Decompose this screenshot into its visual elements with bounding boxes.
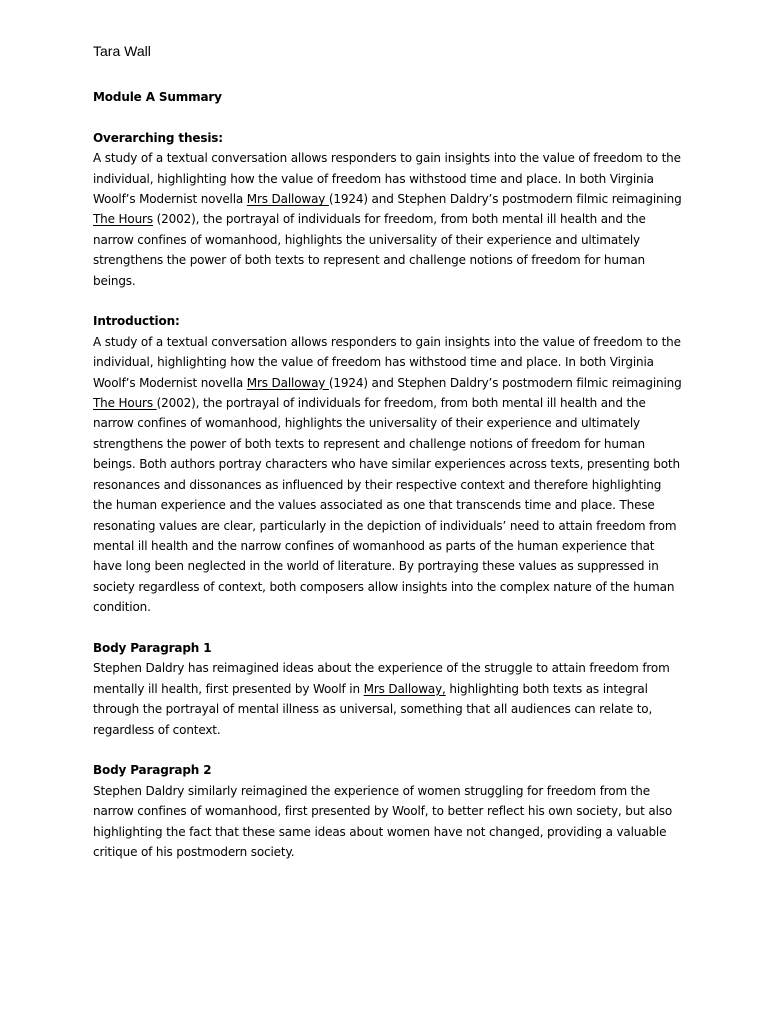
- body-paragraph-2: [93, 781, 683, 863]
- document-title: Module A Summary: [93, 90, 222, 104]
- thesis-novel-title: Mrs Dalloway: [246, 192, 329, 207]
- body1-text-2: highlighting both texts as integral through the portrayal of mental illness as universal, something that all audiences can relate to, regardless of context.: [93, 681, 653, 737]
- thesis-film-title: The Hours: [93, 212, 153, 227]
- body2-text-1: Stephen Daldry similarly reimagined the experience of women struggling for freedom from the narrow confines of womanhood, first presented by Woolf, to better reflect his own society, but also highlighting the fact that these same ideas about women have not changed, providing a valuable critique of his postmodern society.: [93, 783, 673, 859]
- body1-novel-title: Mrs Dalloway,: [363, 681, 446, 696]
- intro-text-2: (1924) and Stephen Daldry’s postmodern filmic reimagining: [328, 375, 682, 390]
- thesis-text-3: (2002), the portrayal of individuals for freedom, from both mental ill health and the narrow confines of womanhood, highlights the universality of their experience and ultimately strengthens the power of both texts to represent and challenge notions of freedom for human beings.: [93, 212, 646, 288]
- body-paragraph-2-heading: Body Paragraph 2: [93, 763, 212, 778]
- thesis-heading: Overarching thesis:: [93, 130, 223, 145]
- intro-text-1: A study of a textual conversation allows responders to gain insights into the value of freedom to the individual, highlighting how the value of freedom has withstood time and place. In both Virginia Woolf’s Modernist novella: [93, 334, 681, 390]
- spacer: [93, 291, 683, 311]
- spacer: [93, 107, 683, 127]
- thesis-text-2: (1924) and Stephen Daldry’s postmodern filmic reimagining: [328, 192, 682, 207]
- author-name: Tara Wall: [93, 43, 151, 59]
- spacer: [93, 740, 683, 760]
- intro-novel-title: Mrs Dalloway: [246, 375, 329, 390]
- introduction-heading: Introduction:: [93, 314, 180, 329]
- body-paragraph-1-heading: Body Paragraph 1: [93, 640, 212, 655]
- body-paragraph-1: [93, 658, 683, 740]
- spacer: [93, 618, 683, 638]
- thesis-text-1: A study of a textual conversation allows responders to gain insights into the value of freedom to the individual, highlighting how the value of freedom has withstood time and place. In both Virginia Woolf’s Modernist novella: [93, 151, 681, 207]
- thesis-paragraph: [93, 148, 683, 291]
- introduction-paragraph: [93, 332, 683, 618]
- intro-film-title: The Hours: [93, 396, 157, 411]
- body1-text-1: Stephen Daldry has reimagined ideas about the experience of the struggle to attain freedom from mentally ill health, first presented by Woolf in: [93, 661, 670, 696]
- document-body: [93, 87, 683, 862]
- intro-text-3: (2002), the portrayal of individuals for freedom, from both mental ill health and the narrow confines of womanhood, highlights the universality of their experience and ultimately strengthens the power of both texts to represent and challenge notions of freedom for human beings. Both authors portray characters who have similar experiences across texts, presenting both resonances and dissonances as influenced by their respective context and therefore highlighting the human experience and the values associated as one that transcends time and place. These resonating values are clear, particularly in the depiction of individuals’ need to attain freedom from mental ill health and the narrow confines of womanhood as parts of the human experience that have long been neglected in the world of literature. By portraying these values as suppressed in society regardless of context, both composers allow insights into the complex nature of the human condition.: [93, 396, 680, 615]
